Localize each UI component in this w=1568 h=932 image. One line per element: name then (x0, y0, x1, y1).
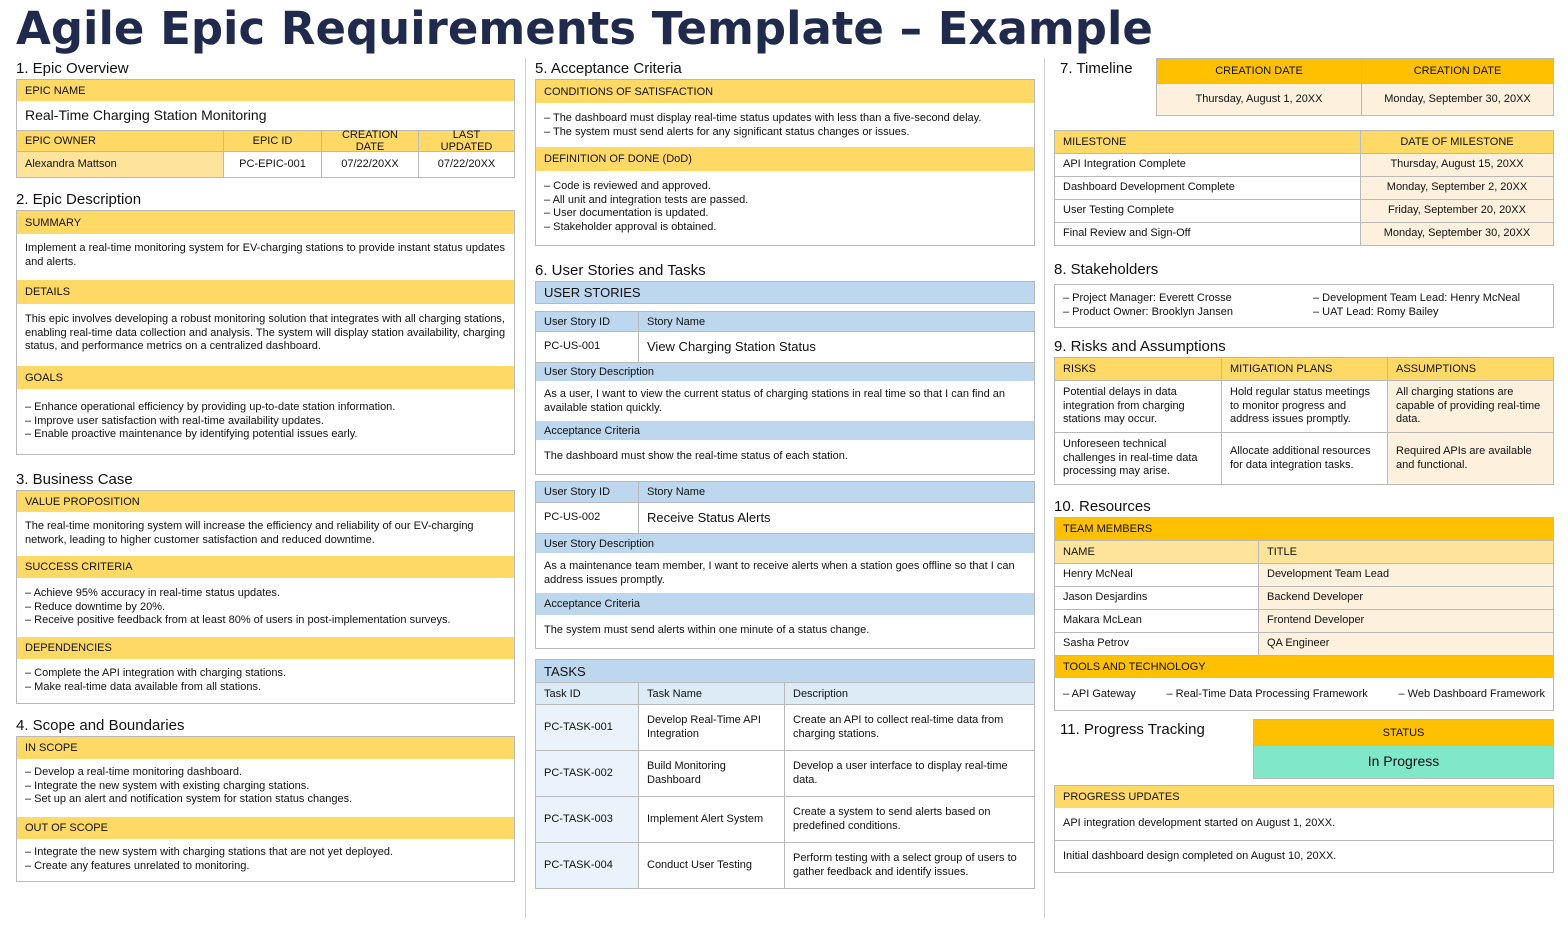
table-row (536, 796, 1034, 842)
member-title: Backend Developer (1258, 587, 1553, 609)
list-item: – Improve user satisfaction with real-time availability updates. (25, 414, 324, 427)
column-divider (525, 58, 526, 918)
task-id: PC-TASK-002 (536, 751, 638, 796)
section-title: 7. Timeline (1060, 60, 1133, 77)
milestone-header: MILESTONE (1055, 131, 1360, 153)
dod-header: DEFINITION OF DONE (DoD) (536, 147, 1034, 171)
conditions-list (536, 103, 1034, 147)
start-date: Thursday, August 1, 20XX (1195, 92, 1323, 105)
goals-header: GOALS (17, 366, 514, 389)
end-date: Monday, September 30, 20XX (1361, 84, 1553, 115)
stakeholders-right (1313, 292, 1545, 327)
list-item: – Create any features unrelated to monitoring. (25, 859, 250, 872)
section-title: 10. Resources (1054, 498, 1151, 515)
risk-cell: Unforeseen technical challenges in real-time data processing may arise. (1063, 438, 1198, 478)
success-criteria-list (17, 578, 514, 637)
list-item: – The system must send alerts for any significant status changes or issues. (544, 125, 910, 138)
team-header-row (1055, 540, 1553, 563)
table-row (1055, 586, 1553, 609)
table-row (1055, 199, 1553, 222)
story-id: PC-US-002 (544, 511, 601, 524)
story-id-header: User Story ID (536, 312, 638, 331)
progress-update: Initial dashboard design completed on August 10, 20XX. (1055, 840, 1553, 872)
story-value-row (536, 331, 1034, 362)
progress-updates-header: PROGRESS UPDATES (1055, 786, 1553, 808)
story-acceptance: The system must send alerts within one minute of a status change. (544, 624, 870, 636)
list-item: – Reduce downtime by 20%. (25, 600, 166, 613)
column-middle (535, 58, 1035, 889)
list-item: – Integrate the new system with existing charging stations. (25, 779, 310, 792)
milestone-date: Monday, September 2, 20XX (1360, 177, 1553, 199)
table-row (536, 750, 1034, 796)
creation-date-value: 07/22/20XX (321, 152, 418, 177)
dates-value-row (1157, 83, 1553, 115)
list-item: – All unit and integration tests are passed. (544, 193, 749, 206)
out-of-scope-header: OUT OF SCOPE (17, 817, 514, 839)
milestone-date: Monday, September 30, 20XX (1360, 223, 1553, 245)
list-item: – Achieve 95% accuracy in real-time status updates. (25, 587, 280, 599)
success-criteria-header: SUCCESS CRITERIA (17, 556, 514, 578)
list-item: – Development Team Lead: Henry McNeal (1313, 292, 1521, 304)
acceptance-criteria-box (535, 79, 1035, 246)
dod-list (536, 171, 1034, 245)
task-id: PC-TASK-003 (536, 797, 638, 842)
table-row (1055, 176, 1553, 199)
page-title: Agile Epic Requirements Template – Example (16, 2, 1153, 55)
task-id-header: Task ID (536, 683, 638, 704)
name-header: NAME (1055, 541, 1258, 563)
risks-table (1054, 357, 1554, 485)
section-title: 5. Acceptance Criteria (535, 60, 682, 77)
milestone-header-row (1055, 131, 1553, 153)
risks-header: RISKS (1055, 358, 1221, 380)
risk-cell: Potential delays in data integration from charging stations may occur. (1063, 386, 1185, 426)
story-name: Receive Status Alerts (638, 503, 1034, 533)
task-id: PC-TASK-004 (536, 843, 638, 888)
member-name: Makara McLean (1063, 614, 1142, 627)
list-item: – Stakeholder approval is obtained. (544, 220, 717, 233)
table-row (1055, 153, 1553, 176)
user-stories-header: USER STORIES (536, 282, 1034, 303)
scope-box (16, 736, 515, 882)
status-box (1253, 719, 1554, 779)
list-item: – Complete the API integration with charging stations. (25, 667, 287, 679)
milestones-table (1054, 130, 1554, 246)
task-name: Implement Alert System (638, 797, 784, 842)
story-header-row (536, 482, 1034, 502)
story-acceptance-header: Acceptance Criteria (536, 593, 1034, 615)
tasks-box (535, 659, 1035, 889)
mitigation-cell: Hold regular status meetings to monitor progress and address issues promptly. (1221, 381, 1387, 432)
list-item: – UAT Lead: Romy Bailey (1313, 305, 1439, 318)
list-item: – Enhance operational efficiency by providing up-to-date station information. (25, 401, 396, 413)
story-description-header: User Story Description (536, 533, 1034, 553)
section-title: 1. Epic Overview (16, 60, 129, 77)
tasks-header: TASKS (536, 660, 1034, 682)
member-title: QA Engineer (1258, 633, 1553, 655)
list-item: – API Gateway (1063, 688, 1136, 700)
start-date-header: CREATION DATE (1157, 59, 1361, 83)
table-row (1055, 380, 1553, 432)
table-row (1055, 563, 1553, 586)
summary-text: Implement a real-time monitoring system for EV-charging stations to provide instant status updates and alerts. (25, 242, 505, 268)
list-item: – The dashboard must display real-time status updates with less than a five-second delay. (544, 112, 982, 124)
list-item: – Real-Time Data Processing Framework (1166, 688, 1368, 700)
stakeholders-left (1063, 292, 1313, 327)
resources-box (1054, 517, 1554, 711)
task-name: Develop Real-Time API Integration (638, 705, 784, 750)
table-row (1055, 222, 1553, 245)
details-text: This epic involves developing a robust monitoring solution that integrates with all charging stations, enabling real-time data collection and analysis. The system will display station availability, charging status, and performance metrics on a centralized dashboard. (25, 313, 506, 352)
tools-header: TOOLS AND TECHNOLOGY (1055, 655, 1553, 678)
section-title: 3. Business Case (16, 471, 133, 488)
task-description: Create an API to collect real-time data from charging stations. (784, 705, 1034, 750)
story-id-header: User Story ID (536, 482, 638, 502)
overview-value-row (17, 151, 514, 177)
story-name-header: Story Name (638, 482, 1034, 502)
end-date-header: CREATION DATE (1361, 59, 1553, 83)
story-name: View Charging Station Status (638, 332, 1034, 362)
milestone-date-header: DATE OF MILESTONE (1360, 131, 1553, 153)
column-right (1054, 58, 1554, 873)
story-acceptance-header: Acceptance Criteria (536, 421, 1034, 440)
creation-date-header: CREATION DATE (321, 131, 418, 151)
task-name-header: Task Name (638, 683, 784, 704)
milestone-date: Friday, September 20, 20XX (1360, 200, 1553, 222)
task-name: Conduct User Testing (638, 843, 784, 888)
status-header: STATUS (1254, 720, 1553, 746)
epic-name-header: EPIC NAME (17, 80, 514, 101)
tools-list (1055, 678, 1553, 710)
milestone-name: API Integration Complete (1063, 158, 1186, 171)
list-item: – Set up an alert and notification system for station status changes. (25, 793, 353, 805)
milestone-name: Dashboard Development Complete (1063, 181, 1235, 194)
task-description: Create a system to send alerts based on predefined conditions. (784, 797, 1034, 842)
dependencies-header: DEPENDENCIES (17, 637, 514, 659)
task-description: Develop a user interface to display real-time data. (784, 751, 1034, 796)
conditions-header: CONDITIONS OF SATISFACTION (536, 80, 1034, 103)
epic-description-box (16, 210, 515, 455)
list-item: – Enable proactive maintenance by identifying potential issues early. (25, 428, 358, 440)
story-id: PC-US-001 (544, 340, 601, 353)
user-story-card (535, 311, 1035, 475)
epic-id-header: EPIC ID (223, 131, 321, 151)
table-row (536, 842, 1034, 888)
list-item: – Receive positive feedback from at least 80% of users in post-implementation surveys. (25, 614, 451, 626)
section-title: 9. Risks and Assumptions (1054, 338, 1226, 355)
last-updated-value: 07/22/20XX (418, 152, 514, 177)
task-id: PC-TASK-001 (536, 705, 638, 750)
member-name: Jason Desjardins (1063, 591, 1148, 604)
progress-top (1054, 719, 1554, 785)
timeline-top (1054, 58, 1554, 116)
member-title: Development Team Lead (1258, 564, 1553, 586)
in-scope-header: IN SCOPE (17, 737, 514, 759)
out-of-scope-list (17, 839, 514, 881)
table-row (536, 704, 1034, 750)
list-item: – Integrate the new system with charging stations that are not yet deployed. (25, 846, 394, 858)
epic-owner-header: EPIC OWNER (17, 131, 223, 151)
value-proposition-header: VALUE PROPOSITION (17, 491, 514, 512)
column-divider (1044, 58, 1045, 918)
section-title: 4. Scope and Boundaries (16, 717, 185, 734)
creation-dates-box (1156, 58, 1554, 116)
story-name-header: Story Name (638, 312, 1034, 331)
list-item: – Code is reviewed and approved. (544, 180, 711, 192)
milestone-name: Final Review and Sign-Off (1063, 227, 1191, 240)
stakeholders-box (1054, 284, 1554, 328)
member-name: Henry McNeal (1063, 568, 1133, 581)
task-description-header: Description (784, 683, 1034, 704)
summary-header: SUMMARY (17, 211, 514, 234)
epic-owner-value: Alexandra Mattson (17, 152, 223, 177)
assumption-cell: Required APIs are available and functional. (1387, 433, 1553, 484)
list-item: – User documentation is updated. (544, 207, 709, 219)
story-header-row (536, 312, 1034, 331)
value-proposition-text: The real-time monitoring system will increase the efficiency and reliability of our EV-charging network, leading to higher customer satisfaction and reduced downtime. (25, 520, 474, 546)
list-item: – Project Manager: Everett Crosse (1063, 292, 1232, 304)
title-header: TITLE (1258, 541, 1553, 563)
last-updated-header: LAST UPDATED (418, 131, 514, 151)
story-value-row (536, 502, 1034, 533)
mitigation-cell: Allocate additional resources for data integration tasks. (1221, 433, 1387, 484)
section-title: 8. Stakeholders (1054, 261, 1159, 278)
details-header: DETAILS (17, 280, 514, 304)
section-title: 2. Epic Description (16, 191, 142, 208)
list-item: – Make real-time data available from all stations. (25, 680, 261, 693)
table-row (1055, 609, 1553, 632)
in-scope-list (17, 759, 514, 817)
business-case-box (16, 490, 515, 704)
overview-header-row (17, 130, 514, 151)
story-acceptance: The dashboard must show the real-time status of each station. (544, 450, 848, 462)
user-story-card (535, 481, 1035, 649)
user-stories-header-box (535, 281, 1035, 304)
list-item: – Product Owner: Brooklyn Jansen (1063, 305, 1233, 318)
milestone-date: Thursday, August 15, 20XX (1360, 154, 1553, 176)
milestone-name: User Testing Complete (1063, 204, 1175, 217)
member-name: Sasha Petrov (1063, 637, 1130, 650)
tasks-header-row (536, 682, 1034, 704)
table-row (1055, 432, 1553, 484)
assumptions-header: ASSUMPTIONS (1387, 358, 1553, 380)
epic-overview-box (16, 79, 515, 178)
progress-update: API integration development started on August 1, 20XX. (1063, 817, 1336, 830)
column-left (16, 58, 515, 882)
list-item: – Develop a real-time monitoring dashboard. (25, 766, 243, 778)
progress-updates-box (1054, 785, 1554, 873)
task-description: Perform testing with a select group of users to gather feedback and identify issues. (784, 843, 1034, 888)
section-title: 11. Progress Tracking (1060, 721, 1205, 738)
risks-header-row (1055, 358, 1553, 380)
epic-id-value: PC-EPIC-001 (223, 152, 321, 177)
table-row (1055, 632, 1553, 655)
epic-name-value: Real-Time Charging Station Monitoring (25, 106, 267, 123)
list-item: – Web Dashboard Framework (1398, 688, 1545, 700)
status-badge: In Progress (1254, 746, 1553, 778)
dependencies-list (17, 659, 514, 703)
goals-list (17, 389, 514, 454)
story-description: As a maintenance team member, I want to receive alerts when a station goes offline so that I can address issues promptly. (544, 560, 1015, 586)
mitigation-header: MITIGATION PLANS (1221, 358, 1387, 380)
assumption-cell: All charging stations are capable of providing real-time data. (1387, 381, 1553, 432)
story-description: As a user, I want to view the current status of charging stations in real time so that I can find an available station quickly. (544, 388, 1006, 414)
task-name: Build Monitoring Dashboard (638, 751, 784, 796)
story-description-header: User Story Description (536, 362, 1034, 381)
dates-header-row (1157, 59, 1553, 83)
section-title: 6. User Stories and Tasks (535, 262, 706, 279)
team-members-header: TEAM MEMBERS (1055, 518, 1553, 540)
member-title: Frontend Developer (1258, 610, 1553, 632)
